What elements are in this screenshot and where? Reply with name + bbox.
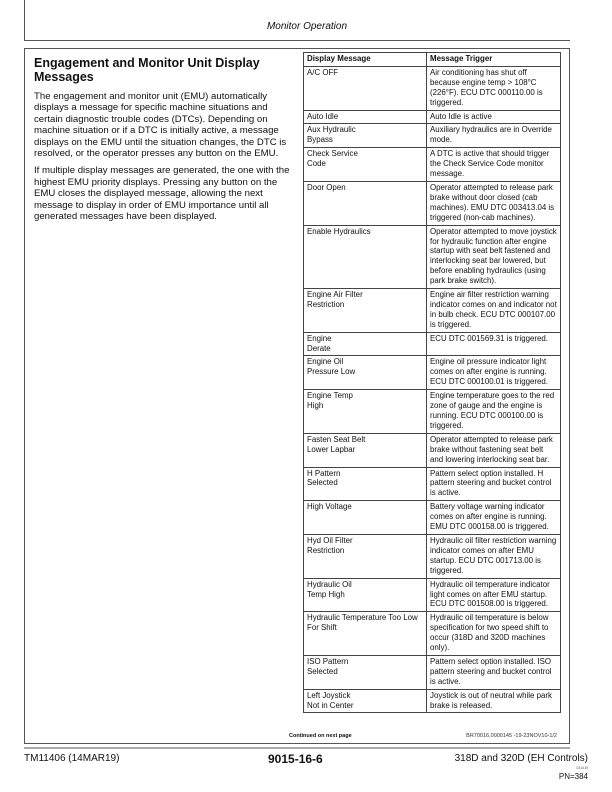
display-message-cell: Engine Temp High	[304, 390, 427, 434]
display-message-cell: Auto Idle	[304, 110, 427, 124]
message-trigger-cell: Hydraulic oil temperature indicator light comes on after EMU startup. ECU DTC 001508.00 is triggered.	[427, 578, 561, 612]
message-trigger-cell: Engine temperature goes to the red zone of gauge and the engine is running. ECU DTC 000100.00 is triggered.	[427, 390, 561, 434]
date-code: 031419	[576, 766, 588, 770]
table-row	[304, 655, 561, 689]
column-header-display-message: Display Message	[304, 53, 427, 67]
page-number: 9015-16-6	[268, 752, 323, 766]
header-rule	[24, 0, 570, 41]
table-body	[304, 66, 561, 713]
message-trigger-cell: Engine air filter restriction warning indicator comes on and indicator not in bulb check. ECU DTC 000107.00 is triggered.	[427, 289, 561, 333]
display-message-cell: A/C OFF	[304, 66, 427, 110]
message-trigger-cell: Joystick is out of neutral while park brake is released.	[427, 689, 561, 713]
message-trigger-cell: Pattern select option installed. H pattern steering and bucket control is active.	[427, 467, 561, 501]
display-message-cell: Aux Hydraulic Bypass	[304, 124, 427, 148]
manual-number: TM11406 (14MAR19)	[24, 753, 120, 764]
message-trigger-cell: ECU DTC 001569.31 is triggered.	[427, 332, 561, 356]
section-header: Monitor Operation	[266, 21, 348, 32]
display-message-cell: Fasten Seat Belt Lower Lapbar	[304, 433, 427, 467]
display-message-cell: Check Service Code	[304, 148, 427, 182]
table-row	[304, 578, 561, 612]
table-row	[304, 433, 561, 467]
table-row	[304, 110, 561, 124]
display-message-cell: Hydraulic Temperature Too Low For Shift	[304, 612, 427, 656]
footer-rule	[24, 747, 570, 749]
article	[34, 56, 296, 743]
article-paragraph: If multiple display messages are generated, the one with the highest EMU priority displays. Pressing any button on the EMU closes the displayed message, allowing the next message to display in order of EMU importance until all generated messages have been displayed.	[34, 165, 290, 223]
message-trigger-cell: Air conditioning has shut off because engine temp > 108°C (226°F). ECU DTC 000110.00 is triggered.	[427, 66, 561, 110]
display-message-cell: H Pattern Selected	[304, 467, 427, 501]
display-message-cell: Door Open	[304, 181, 427, 225]
message-trigger-cell: Pattern select option installed. ISO pattern steering and bucket control is active.	[427, 655, 561, 689]
reference-code: BR70016,0000145 -19-23NOV10-1/2	[466, 733, 557, 739]
box-footer	[289, 725, 567, 743]
table-row	[304, 124, 561, 148]
table-row	[304, 612, 561, 656]
message-trigger-cell: Hydraulic oil temperature is below specification for two speed shift to occur (318D and 320D machines only).	[427, 612, 561, 656]
article-paragraph: The engagement and monitor unit (EMU) automatically displays a message for specific machine situations and certain diagnostic trouble codes (DTCs). Depending on machine situation or if a DTC is initially active, a message displays on the EMU until the situation changes, the DTC is resolved, or the operator presses any button on the EMU.	[34, 91, 287, 160]
table-row	[304, 390, 561, 434]
article-title: Engagement and Monitor Unit Display Messages	[34, 56, 260, 84]
message-trigger-cell: A DTC is active that should trigger the Check Service Code monitor message.	[427, 148, 561, 182]
display-message-cell: Engine Oil Pressure Low	[304, 356, 427, 390]
message-trigger-cell: Operator attempted to release park brake without fastening seat belt and lowering interlocking seat bar.	[427, 433, 561, 467]
page-footer	[24, 753, 588, 789]
message-trigger-cell: Engine oil pressure indicator light comes on after engine is running. ECU DTC 000100.01 is triggered.	[427, 356, 561, 390]
message-trigger-cell: Battery voltage warning indicator comes on after engine is running. EMU DTC 000158.00 is triggered.	[427, 501, 561, 535]
table-row	[304, 501, 561, 535]
table-row	[304, 289, 561, 333]
message-trigger-cell: Hydraulic oil filter restriction warning indicator comes on after EMU startup. ECU DTC 001713.00 is triggered.	[427, 534, 561, 578]
display-messages-table	[303, 52, 561, 713]
display-message-cell: High Voltage	[304, 501, 427, 535]
message-trigger-cell: Auxiliary hydraulics are in Override mode.	[427, 124, 561, 148]
table-row	[304, 332, 561, 356]
display-message-cell: Hydraulic Oil Temp High	[304, 578, 427, 612]
display-message-cell: Enable Hydraulics	[304, 225, 427, 288]
display-message-cell: Engine Air Filter Restriction	[304, 289, 427, 333]
message-trigger-cell: Auto Idle is active	[427, 110, 561, 124]
table-column	[289, 52, 567, 743]
table-header-row	[304, 53, 561, 67]
table-row	[304, 66, 561, 110]
table-row	[304, 534, 561, 578]
display-message-cell: ISO Pattern Selected	[304, 655, 427, 689]
table-row	[304, 356, 561, 390]
table-row	[304, 148, 561, 182]
message-trigger-cell: Operator attempted to move joystick for hydraulic function after engine startup with seat belt fastened and interlocking seat bar lowered, but before enabling hydraulics (using park brake switch).	[427, 225, 561, 288]
column-header-message-trigger: Message Trigger	[427, 53, 561, 67]
table-row	[304, 181, 561, 225]
pn-number: PN=384	[558, 772, 588, 781]
table-row	[304, 225, 561, 288]
display-message-cell: Left Joystick Not in Center	[304, 689, 427, 713]
table-row	[304, 467, 561, 501]
display-message-cell: Hyd Oil Filter Restriction	[304, 534, 427, 578]
model-title: 318D and 320D (EH Controls)	[454, 753, 588, 764]
display-message-cell: Engine Derate	[304, 332, 427, 356]
message-trigger-cell: Operator attempted to release park brake without door closed (cab machines). EMU DTC 003413.04 is triggered (non-cab machines).	[427, 181, 561, 225]
table-row	[304, 689, 561, 713]
content-frame	[24, 48, 570, 744]
continued-note: Continued on next page	[289, 733, 352, 739]
